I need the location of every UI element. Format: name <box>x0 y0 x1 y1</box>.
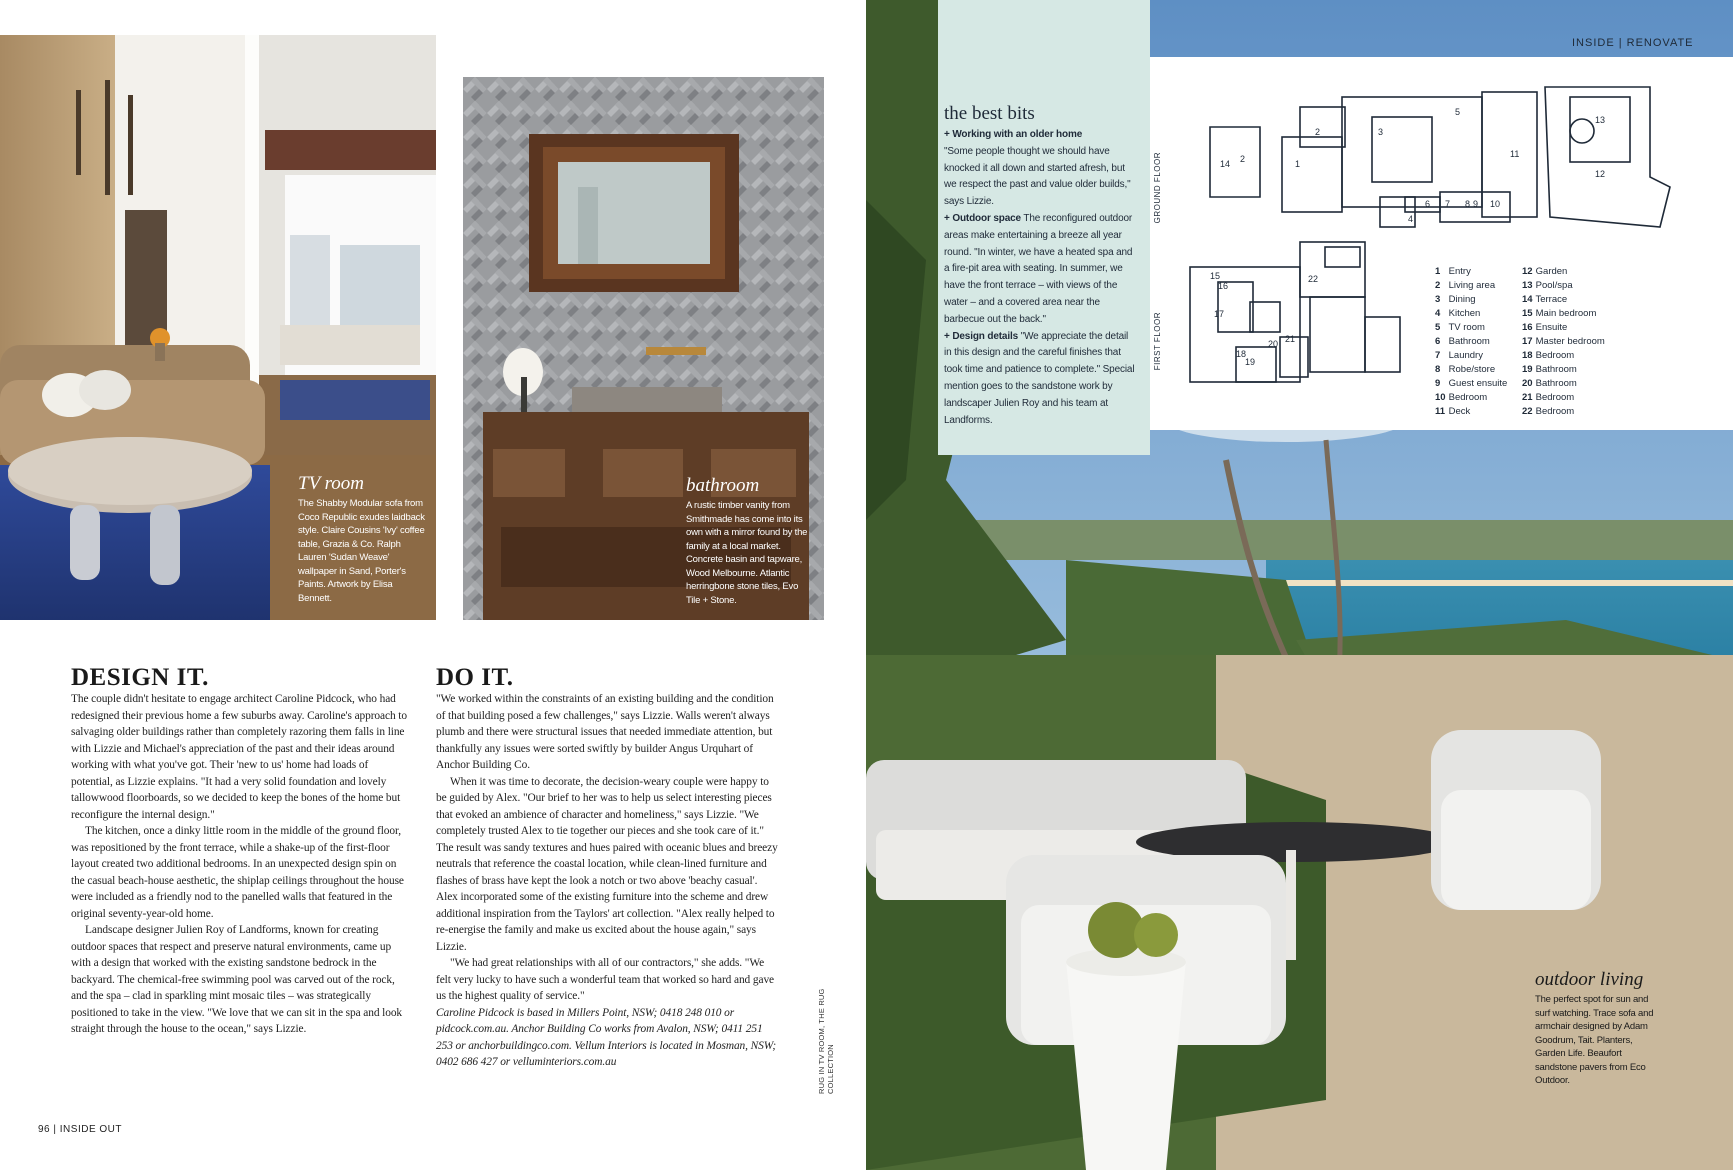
ground-floor-label: GROUND FLOOR <box>1153 152 1162 224</box>
bathroom-caption-title: bathroom <box>686 475 760 496</box>
tv-room-caption-title: TV room <box>298 473 364 494</box>
design-it-paragraph: The couple didn't hesitate to engage architect Caroline Pidcock, who had redesigned their previous home a few suburbs away. Caroline's approach to salvaging older buildings rather than completely razoring them falls in line with Lizzie and Michael's appreciation of the past and their ideas around working with what you've got. Their 'new to us' home had loads of potential, as Lizzie explains. "It had a very solid foundation and lovely tallowwood floorboards, so we decided to keep the bones of the home but reconfigure the internal design." <box>71 693 407 821</box>
outdoor-caption-title: outdoor living <box>1535 969 1644 990</box>
legend-item: 16 Ensuite <box>1522 322 1568 333</box>
legend-item: 13 Pool/spa <box>1522 280 1573 291</box>
svg-text:5: 5 <box>1455 107 1461 117</box>
legend-item: 17 Master bedroom <box>1522 336 1605 347</box>
bathroom-caption-text: A rustic timber vanity from Smithmade has come into its own with a mirror found by the family at a local market. Concrete basin and tapware, Wood Melbourne. Atlantic herringbone stone tiles, Evo Tile + Stone. <box>686 500 808 606</box>
svg-text:15: 15 <box>1210 271 1221 281</box>
legend-item: 8 Robe/store <box>1435 364 1496 375</box>
section-header: INSIDE | RENOVATE <box>1572 37 1694 49</box>
do-it-credits: Caroline Pidcock is based in Millers Point, NSW; 0418 248 010 or pidcock.com.au. Anchor Building Co works from Avalon, NSW; 0411 251 253 or anchorbuildingco.com. Vellum Interiors is located in Mosman, NSW; 0402 686 427 or velluminteriors.com.au <box>436 1006 777 1068</box>
svg-text:17: 17 <box>1214 309 1225 319</box>
legend-item: 5 TV room <box>1435 322 1485 333</box>
legend-item: 18 Bedroom <box>1522 350 1575 361</box>
best-bits-item-text: The reconfigured outdoor areas make entertaining a breeze all year round. "In winter, we have a heated spa and a fire-pit area with seating. In summer, we have the front terrace – with views of the water – and a covered area near the barbecue out the back." <box>944 212 1133 325</box>
floorplan-panel <box>1150 57 1733 430</box>
legend-item: 15 Main bedroom <box>1522 308 1597 319</box>
svg-text:13: 13 <box>1595 115 1606 125</box>
legend-item: 1 Entry <box>1435 266 1471 277</box>
svg-text:22: 22 <box>1308 274 1319 284</box>
legend-item: 3 Dining <box>1435 294 1476 305</box>
best-bits-item-label: + Outdoor space <box>944 212 1021 224</box>
side-photo-credit: RUG IN TV ROOM, THE RUG COLLECTION <box>817 988 835 1094</box>
svg-text:7: 7 <box>1445 199 1451 209</box>
best-bits-item-text: "We appreciate the detail in this design and the careful finishes that took time and patience to complete." Special mention goes to the sandstone work by landscaper Julien Roy and his team at Landforms. <box>944 330 1135 426</box>
svg-text:12: 12 <box>1595 169 1606 179</box>
svg-text:9: 9 <box>1473 199 1479 209</box>
do-it-heading: DO IT. <box>436 664 514 691</box>
legend-item: 2 Living area <box>1435 280 1496 291</box>
design-it-paragraph: Landscape designer Julien Roy of Landforms, known for creating outdoor spaces that respect and preserve natural environments, came up with a design that worked with the existing sandstone bedrock in the backyard. The chemical-free swimming pool was carved out of the rock, and the spa – clad in sparkling mint mosaic tiles – was strategically positioned to take in the view. "We love that we can sit in the spa and look straight through the house to the ocean," says Lizzie. <box>71 924 403 1035</box>
do-it-paragraph: "We had great relationships with all of our contractors," she adds. "We felt very lucky to have such a wonderful team that worked so hard and gave us the highest quality of service." <box>436 957 774 1002</box>
svg-text:11: 11 <box>1510 149 1520 159</box>
do-it-paragraph: "We worked within the constraints of an existing building and the condition of that building posed a few challenges," says Lizzie. Walls weren't always plumb and there were structural issues that needed immediate attention, but thankfully any issues were sorted swiftly by builder Angus Urquhart of Anchor Building Co. <box>436 693 774 771</box>
design-it-column <box>71 665 408 1038</box>
svg-text:6: 6 <box>1425 199 1431 209</box>
best-bits-item-label: + Working with an older home <box>944 129 1083 140</box>
svg-text:1: 1 <box>1295 159 1301 169</box>
legend-item: 22 Bedroom <box>1522 406 1575 417</box>
legend-item: 10 Bedroom <box>1435 392 1488 403</box>
best-bits-item-label: + Design details <box>944 330 1019 342</box>
svg-text:2: 2 <box>1240 154 1246 164</box>
legend-item: 12 Garden <box>1522 266 1568 277</box>
design-it-heading: DESIGN IT. <box>71 664 209 691</box>
floorplan-legend-col1 <box>1435 265 1520 419</box>
page-footer: 96 | INSIDE OUT <box>38 1124 123 1135</box>
svg-text:10: 10 <box>1490 199 1501 209</box>
legend-item: 6 Bathroom <box>1435 336 1490 347</box>
svg-text:2: 2 <box>1315 127 1321 137</box>
svg-text:19: 19 <box>1245 357 1256 367</box>
legend-item: 9 Guest ensuite <box>1435 378 1508 389</box>
design-it-body <box>71 691 408 1038</box>
outdoor-caption-text: The perfect spot for sun and surf watching. Trace sofa and armchair designed by Adam Goodrum, Tait. Planters, Garden Life. Beaufort sandstone pavers from Eco Outdoor. <box>1535 994 1654 1086</box>
best-bits-item <box>944 329 1138 430</box>
legend-item: 14 Terrace <box>1522 294 1568 305</box>
design-it-paragraph: The kitchen, once a dinky little room in the middle of the ground floor, was repositioned by the front terrace, while a shake-up of the first-floor layout created two additional bedrooms. In an unexpected design spin on the casual beach-house aesthetic, the shiplap ceilings throughout the house were included as a friendly nod to the panelled walls that featured in the original seventy-year-old home. <box>71 825 404 920</box>
svg-text:8: 8 <box>1465 199 1471 209</box>
best-bits-item-text: "Some people thought we should have knocked it all down and started afresh, but we respect the past and value older builds," says Lizzie. <box>944 145 1131 208</box>
bathroom-caption <box>686 476 814 607</box>
svg-text:16: 16 <box>1218 281 1229 291</box>
svg-text:14: 14 <box>1220 159 1231 169</box>
do-it-body <box>436 691 780 1071</box>
best-bits-box <box>938 0 1150 455</box>
best-bits-title: the best bits <box>944 103 1035 124</box>
floorplan-legend-col2 <box>1522 265 1632 419</box>
tv-room-caption-text: The Shabby Modular sofa from Coco Republic exudes laidback style. Claire Cousins 'Ivy' coffee table, Grazia & Co. Ralph Lauren 'Sudan Weave' wallpaper in Sand, Porter's Paints. Artwork by Elisa Bennett. <box>298 498 425 604</box>
legend-item: 21 Bedroom <box>1522 392 1575 403</box>
svg-text:20: 20 <box>1268 339 1279 349</box>
svg-text:18: 18 <box>1236 349 1247 359</box>
legend-item: 19 Bathroom <box>1522 364 1577 375</box>
first-floor-label: FIRST FLOOR <box>1153 312 1162 371</box>
tv-room-caption <box>298 474 428 605</box>
best-bits-item <box>944 211 1138 329</box>
legend-item: 7 Laundry <box>1435 350 1483 361</box>
do-it-column <box>436 665 780 1071</box>
svg-text:3: 3 <box>1378 127 1384 137</box>
svg-text:4: 4 <box>1408 214 1414 224</box>
best-bits-item <box>944 127 1138 211</box>
svg-text:21: 21 <box>1285 334 1296 344</box>
legend-item: 4 Kitchen <box>1435 308 1481 319</box>
outdoor-caption <box>1535 970 1665 1088</box>
legend-item: 11 Deck <box>1435 406 1471 417</box>
do-it-paragraph: When it was time to decorate, the decision-weary couple were happy to be guided by Alex. "Our brief to her was to help us select interesting pieces that evoked an ambience of character and homeliness," says Lizzie. "We completely trusted Alex to tie together our pieces and she took care of it." The result was sandy textures and hues paired with oceanic blues and breezy neutrals that reference the coastal location, while clean-lined furniture and flashes of brass have kept the look a notch or two above 'beachy casual'. Alex incorporated some of the existing furniture into the scheme and drew additional inspiration from the Taylors' art collection. "Alex really helped to re-energise the family and make us excited about the house again," says Lizzie. <box>436 775 778 953</box>
legend-item: 20 Bathroom <box>1522 378 1577 389</box>
